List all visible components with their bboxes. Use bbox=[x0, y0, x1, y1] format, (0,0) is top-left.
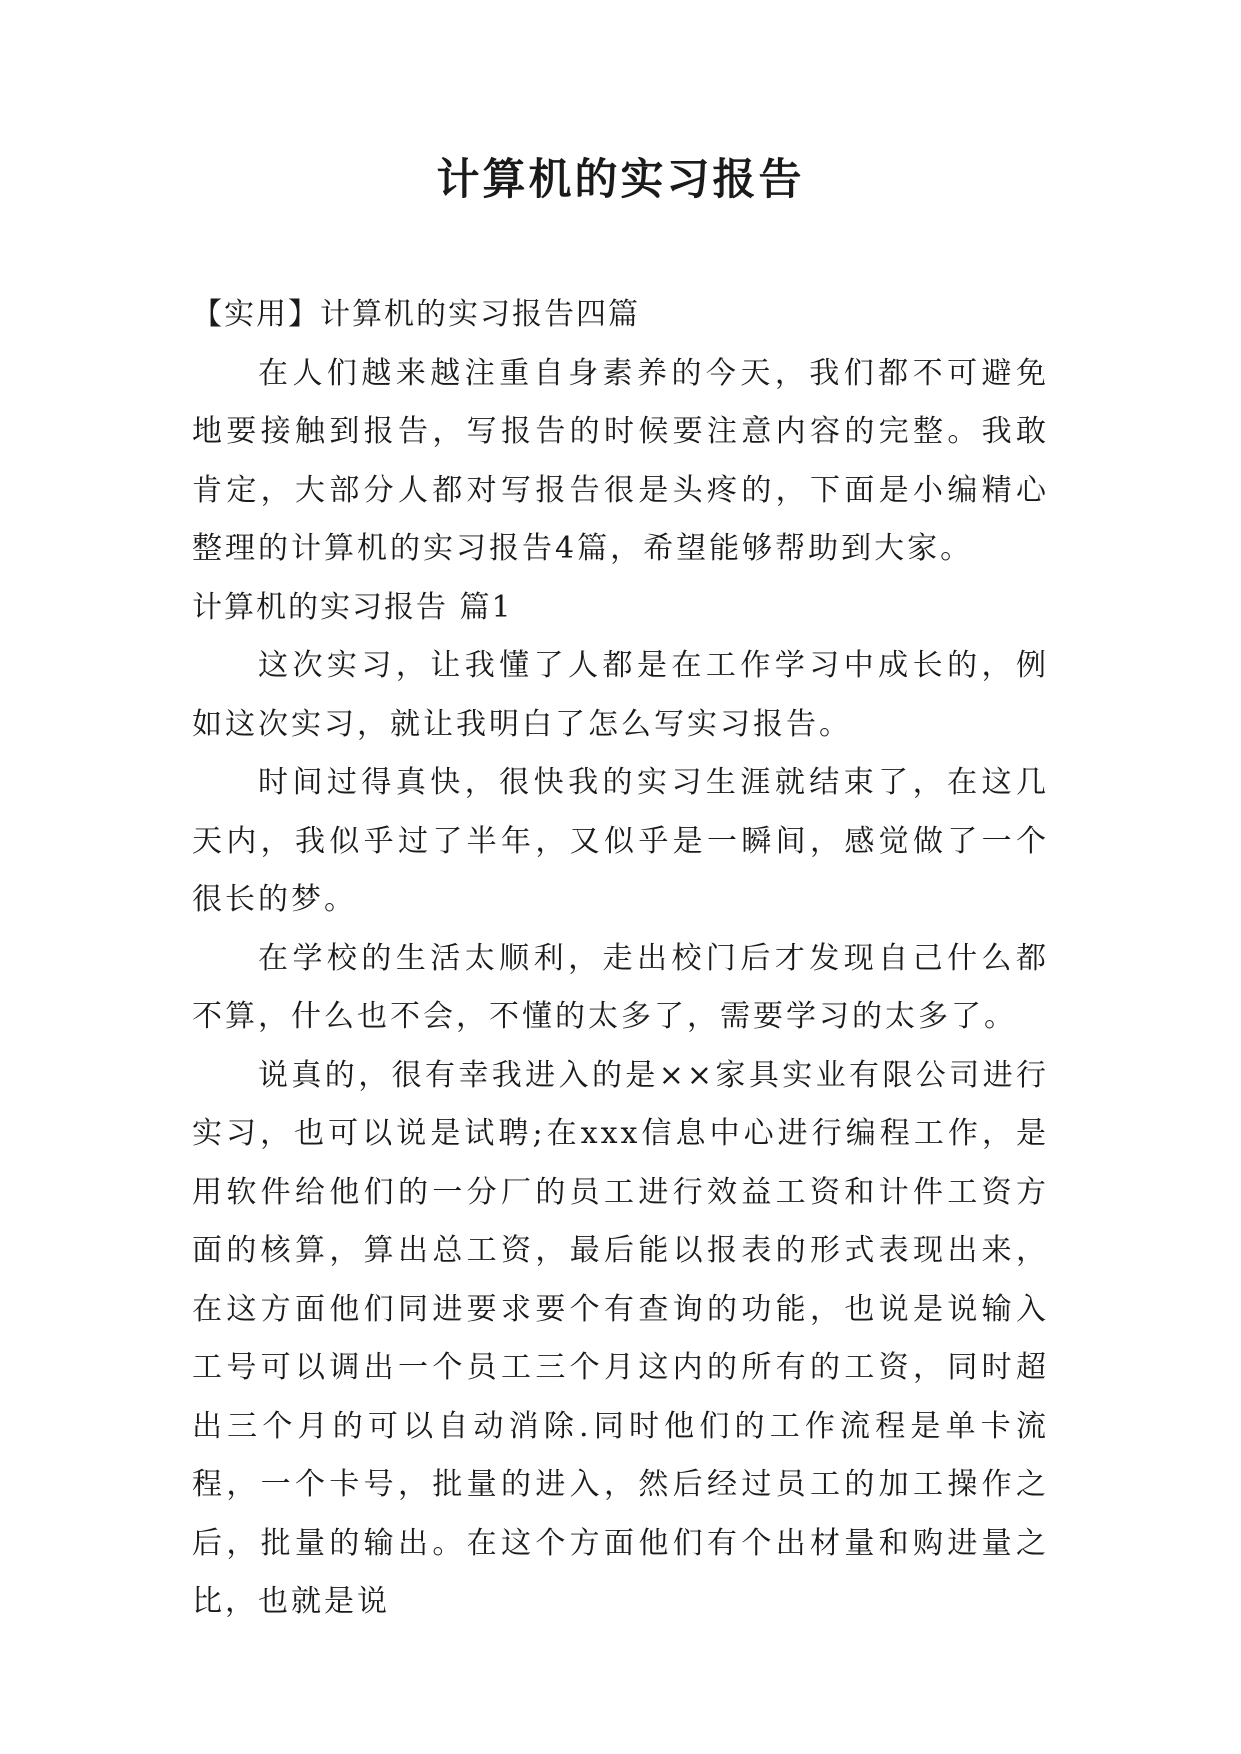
intro-paragraph: 在人们越来越注重自身素养的今天，我们都不可避免地要接触到报告，写报告的时候要注意内容的完整。我敢肯定，大部分人都对写报告很是头疼的，下面是小编精心整理的计算机的实习报告4篇，希望能够帮助到大家。 bbox=[192, 355, 1049, 566]
body-paragraph: 说真的，很有幸我进入的是××家具实业有限公司进行实习，也可以说是试聘;在xxx信息中心进行编程工作，是用软件给他们的一分厂的员工进行效益工资和计件工资方面的核算，算出总工资，最后能以报表的形式表现出来，在这方面他们同进要求要个有查询的功能，也说是说输入工号可以调出一个员工三个月这内的所有的工资，同时超出三个月的可以自动消除.同时他们的工作流程是单卡流程，一个卡号，批量的进入，然后经过员工的加工操作之后，批量的输出。在这个方面他们有个出材量和购进量之比，也就是说 bbox=[192, 1057, 1049, 1619]
body-paragraph: 这次实习，让我懂了人都是在工作学习中成长的，例如这次实习，就让我明白了怎么写实习报告。 bbox=[192, 648, 1049, 742]
section-heading: 计算机的实习报告 篇1 bbox=[192, 589, 513, 625]
body-paragraph: 时间过得真快，很快我的实习生涯就结束了，在这几天内，我似乎过了半年，又似乎是一瞬间，感觉做了一个很长的梦。 bbox=[192, 765, 1049, 917]
document-body bbox=[192, 286, 1049, 1632]
document-subtitle: 【实用】计算机的实习报告四篇 bbox=[192, 297, 640, 332]
document-title: 计算机的实习报告 bbox=[436, 155, 805, 205]
body-paragraph: 在学校的生活太顺利，走出校门后才发现自己什么都不算，什么也不会，不懂的太多了，需要学习的太多了。 bbox=[192, 940, 1049, 1034]
